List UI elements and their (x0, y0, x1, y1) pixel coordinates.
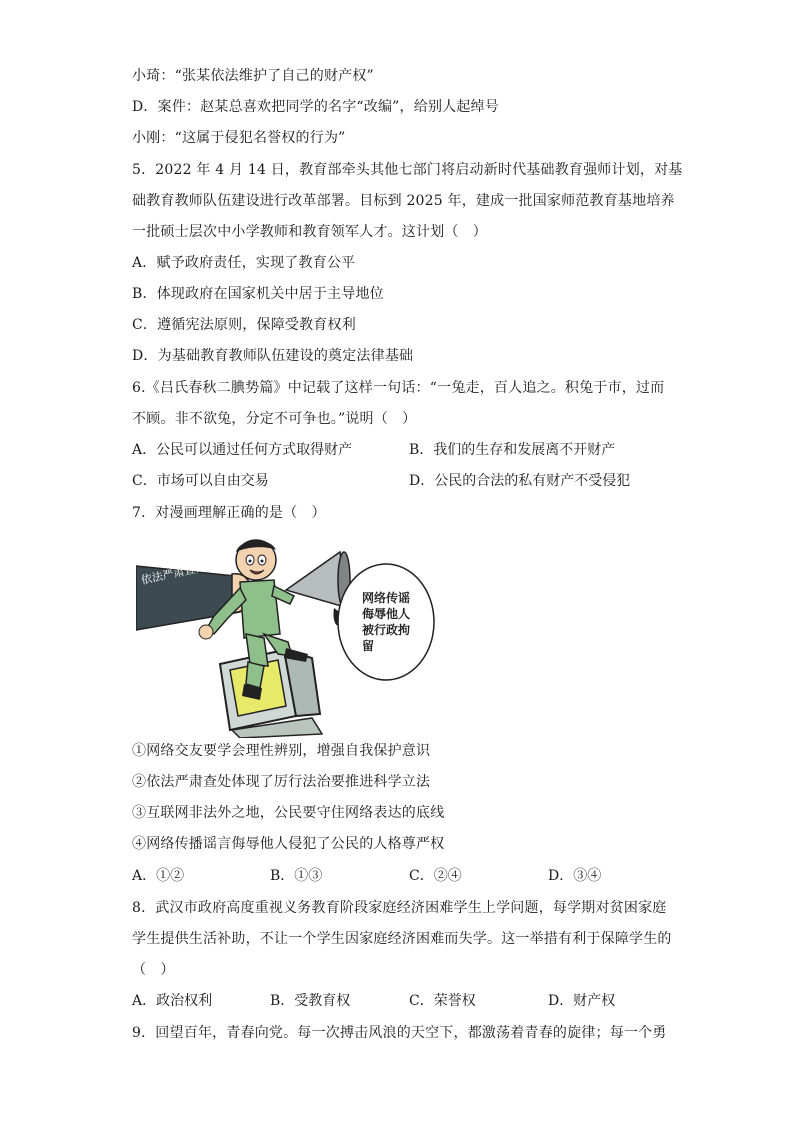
question-7-option-a: A．①② (132, 868, 185, 884)
question-5-option-c: C．遵循宪法原则，保障受教育权利 (132, 317, 356, 333)
question-6-stem-2: 不顾。非不欲兔，分定不可争也。”说明（ ） (132, 411, 417, 427)
bubble-line-4: 留 (362, 639, 375, 653)
question-5-option-d: D．为基础教育教师队伍建设的奠定法律基础 (132, 348, 414, 364)
bubble-line-3: 被行政拘 (362, 623, 411, 637)
question-7-statement-2: ②依法严肃查处体现了厉行法治要推进科学立法 (132, 774, 431, 790)
question-6-stem-1: 6.《吕氏春秋二腆势篇》中记载了这样一句话：“一兔走，百人追之。积兔于市，过而 (132, 380, 665, 396)
question-5-stem-1: 5．2022 年 4 月 14 日，教育部牵头其他七部门将启动新时代基础教育强师计划，对基 (132, 162, 683, 178)
question-6-option-a: A．公民可以通过任何方式取得财产 (132, 442, 353, 458)
text-line-3: 小刚：“这属于侵犯名誉权的行为” (132, 130, 346, 146)
question-7-statement-1: ①网络交友要学会理性辨别，增强自我保护意识 (132, 743, 431, 759)
question-8-option-c: C．荣誉权 (409, 993, 476, 1009)
question-7-option-b: B．①③ (270, 868, 323, 884)
question-8-stem-2: 学生提供生活补助，不让一个学生因家庭经济困难而失学。这一举措有利于保障学生的 (132, 931, 672, 947)
question-9-stem-1: 9．回望百年，青春向党。每一次搏击风浪的天空下，都激荡着青春的旋律；每一个勇 (132, 1025, 667, 1041)
cartoon-illustration (136, 538, 456, 738)
question-7-statement-3: ③互联网非法外之地，公民要守住网络表达的底线 (132, 805, 445, 821)
question-6-option-d: D．公民的合法的私有财产不受侵犯 (409, 473, 631, 489)
law-arm-label: 依法严肃查处 (139, 560, 208, 587)
question-6-option-c: C．市场可以自由交易 (132, 473, 269, 489)
question-6-option-b: B．我们的生存和发展离不开财产 (409, 442, 616, 458)
question-8-option-a: A．政治权利 (132, 993, 213, 1009)
option-d-case: D．案件：赵某总喜欢把同学的名字“改编”，给别人起绰号 (132, 99, 499, 115)
question-7-option-d: D．③④ (548, 868, 602, 884)
question-7-stem: 7．对漫画理解正确的是（ ） (132, 505, 326, 521)
speech-bubble (338, 564, 434, 680)
question-8-option-d: D．财产权 (548, 993, 616, 1009)
question-8-option-b: B．受教育权 (270, 993, 351, 1009)
computer-monitor-icon (220, 650, 322, 738)
question-7-statement-4: ④网络传播谣言侮辱他人侵犯了公民的人格尊严权 (132, 836, 445, 852)
question-5-stem-3: 一批硕士层次中小学教师和教育领军人才。这计划（ ） (132, 224, 487, 240)
text-line-1: 小琦：“张某依法维护了自己的财产权” (132, 68, 374, 84)
question-5-stem-2: 础教育教师队伍建设进行改革部署。目标到 2025 年，建成一批国家师范教育基地培养 (132, 193, 675, 209)
question-8-stem-1: 8．武汉市政府高度重视义务教育阶段家庭经济困难学生上学问题，每学期对贫困家庭 (132, 900, 667, 916)
question-5-option-a: A．赋予政府责任，实现了教育公平 (132, 255, 356, 271)
bubble-line-1: 网络传谣 (362, 591, 411, 605)
bubble-line-2: 侮辱他人 (362, 607, 411, 621)
question-5-option-b: B．体现政府在国家机关中居于主导地位 (132, 286, 384, 302)
question-7-option-c: C．②④ (409, 868, 462, 884)
question-8-stem-3: （ ） (132, 962, 175, 978)
